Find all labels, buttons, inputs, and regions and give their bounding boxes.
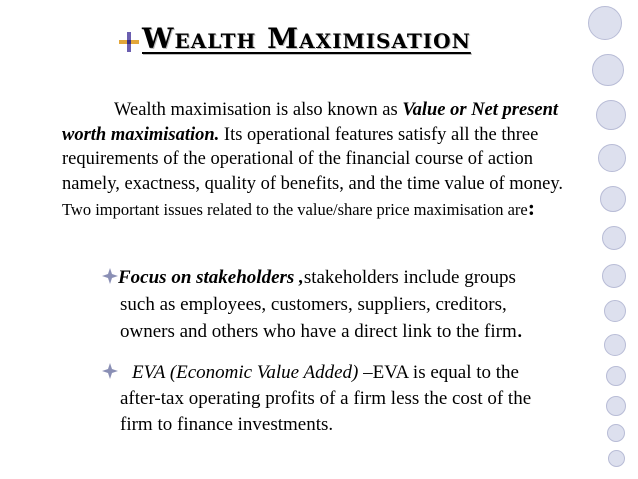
bullet-1-last-line	[102, 318, 592, 345]
paragraph-body: Its operational features satisfy all the three requirements of the operational of the financial course of action namely, exactness, quality of benefits, and the time value of money.	[62, 124, 564, 194]
circle-3	[596, 100, 626, 130]
bullet-stakeholders	[102, 264, 592, 345]
bullet-1-end: .	[516, 317, 523, 343]
circle-4	[598, 144, 626, 172]
paragraph-colon: :	[527, 195, 536, 220]
circle-13	[608, 450, 625, 467]
slide-title: Wealth Maximisation	[142, 22, 471, 55]
diamond-bullet-icon	[102, 363, 118, 379]
bullet-1-text-first: stakeholders include groups	[303, 267, 516, 288]
circle-12	[607, 424, 625, 442]
paragraph-intro: Wealth maximisation is also known as	[114, 100, 403, 120]
circle-1	[588, 6, 622, 40]
paragraph-small-text: Two important issues related to the value/share price maximisation are	[62, 200, 528, 219]
bullet-2-text-rest: after-tax operating profits of a firm less the cost of the	[120, 388, 532, 409]
circle-5	[600, 186, 626, 212]
bullet-2-text-first: –EVA is equal to the	[358, 362, 519, 383]
paragraph-emphasis: Value or Net present worth maximisation.	[62, 100, 559, 145]
circle-7	[602, 264, 626, 288]
circle-8	[604, 300, 626, 322]
crosshair-bullet-icon	[118, 31, 140, 53]
bullet-1-lead: Focus on stakeholders ,	[118, 267, 304, 288]
circle-2	[592, 54, 624, 86]
circle-11	[606, 396, 626, 416]
bullet-2-text-last: firm to finance investments.	[120, 414, 334, 435]
bullet-1-text-last: owners and others who have a direct link to the firm	[120, 321, 517, 342]
bullet-eva	[102, 360, 592, 438]
circle-9	[604, 334, 626, 356]
main-paragraph	[62, 98, 582, 223]
diamond-bullet-icon	[102, 268, 118, 284]
bullet-2-lead: EVA (Economic Value Added)	[132, 362, 359, 383]
bullet-1-text-rest: such as employees, customers, suppliers, creditors,	[120, 294, 507, 315]
circle-10	[606, 366, 626, 386]
circle-6	[602, 226, 626, 250]
